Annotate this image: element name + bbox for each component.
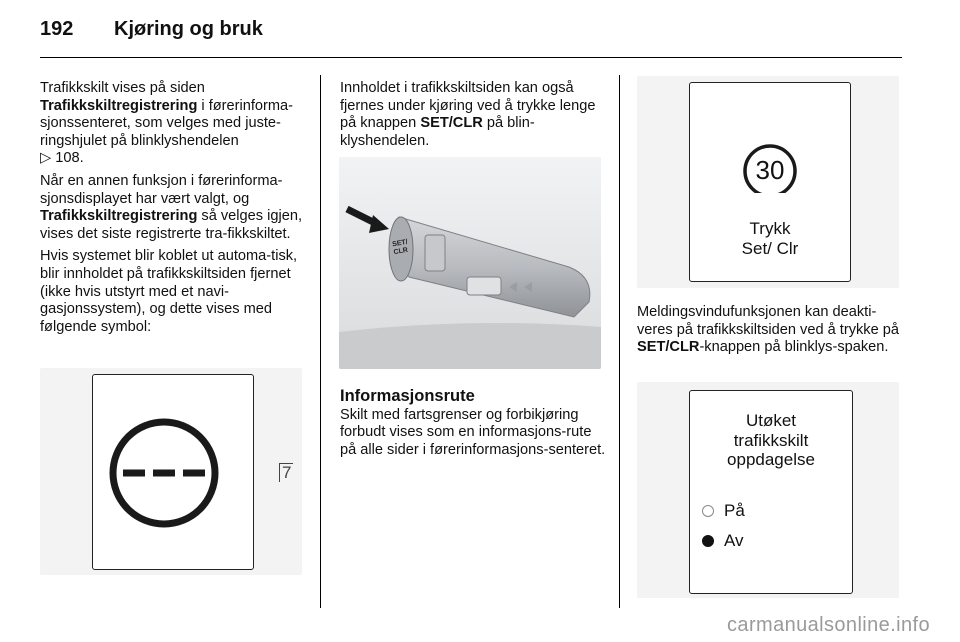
section-heading: Informasjonsrute (340, 387, 475, 405)
paragraph: Hvis systemet blir koblet ut automa-tisk, blir innholdet på trafikkskiltsiden fjernet (ikke hvis utstyrt med et navi-gasjonssystem), og dette vises med følgende symbol: (40, 248, 298, 335)
paragraph: Når en annen funksjon i førerinforma-sjonsdisplayet har vært valgt, og Trafikkskiltregistrering så velges igjen, vises det siste registrerte tra-fikkskiltet. (40, 172, 303, 242)
column-1 (40, 80, 312, 341)
option-off[interactable]: Av (702, 531, 744, 551)
display-panel (689, 82, 851, 282)
page-number: 192 (40, 18, 74, 40)
page-header (40, 18, 263, 41)
column-2-lower (340, 388, 606, 464)
option-on[interactable]: På (702, 501, 745, 521)
radio-unselected-icon (702, 505, 714, 517)
page-title: Kjøring og bruk (114, 18, 263, 40)
display-text-2: Set/ Clr (741, 239, 799, 258)
column-3 (637, 304, 905, 362)
page-reference[interactable]: 108. (55, 150, 84, 167)
header-rule (40, 57, 902, 58)
column-separator-2 (619, 75, 620, 608)
speed-limit-value: 30 (755, 155, 785, 185)
paragraph: Innholdet i trafikkskiltsiden kan også fjernes under kjøring ved å trykke lenge på knappen SET/CLR på blin-klyshendelen. (340, 80, 596, 149)
page-reference-arrow-icon: ▷ (40, 150, 52, 167)
set-clr-button-label: SET/ CLR (391, 238, 409, 257)
column-2 (340, 80, 606, 155)
watermark-url: carmanualsonline.info (727, 614, 930, 636)
figure-traffic-sign-menu (637, 382, 899, 598)
paragraph: Skilt med fartsgrenser og forbikjøring forbudt vises som en informasjons-rute på alle sider i førerinformasjons-senteret. (340, 406, 606, 458)
turn-signal-lever-illustration (339, 157, 601, 369)
figure-turn-signal-lever (339, 157, 601, 369)
paragraph: Meldingsvindufunksjonen kan deakti-veres på trafikkskiltsiden ved å trykke på SET/CLR-knappen på blinklys-spaken. (637, 304, 899, 356)
paragraph: Trafikkskilt vises på siden Trafikkskiltregistrering i førerinforma-sjonssenteret, som velges med juste-ringshjulet på blinklyshendelen ▷ 108. (40, 80, 294, 167)
display-panel (92, 374, 254, 570)
display-panel (689, 390, 853, 594)
figure-no-traffic-sign (40, 368, 302, 575)
radio-selected-icon (702, 535, 714, 547)
figure-speed-sign (637, 76, 899, 288)
menu-title: Utøket trafikkskilt oppdagelse (727, 411, 815, 469)
sign-unavailable-icon (93, 375, 253, 569)
column-separator-1 (320, 75, 321, 608)
figure-label: 7 (279, 463, 293, 482)
display-text-1: Trykk (749, 219, 791, 238)
